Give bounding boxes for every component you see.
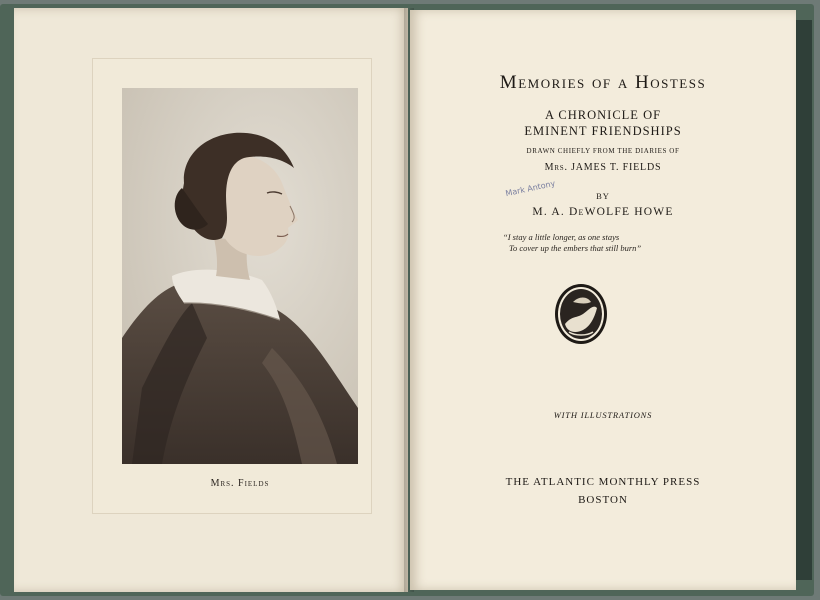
diarist-name: Mrs. JAMES T. FIELDS bbox=[544, 162, 662, 173]
book-title: Memories of a Hostess bbox=[499, 72, 707, 93]
portrait-photo bbox=[122, 88, 358, 464]
pencil-annotation: Mark Antony bbox=[504, 178, 557, 199]
oval-vignette-emblem-icon bbox=[553, 282, 609, 346]
publisher-city: BOSTON bbox=[578, 494, 628, 506]
quote-line-2: To cover up the embers that still burn” bbox=[509, 243, 642, 253]
subtitle-line-2: EMINENT FRIENDSHIPS bbox=[524, 124, 682, 138]
publisher-name: THE ATLANTIC MONTHLY PRESS bbox=[505, 476, 701, 488]
by-line: BY bbox=[596, 191, 610, 201]
author-name: M. A. DeWOLFE HOWE bbox=[532, 206, 674, 218]
epigraph-quote bbox=[503, 232, 641, 254]
frontispiece-page bbox=[14, 8, 408, 592]
drawn-from-line: DRAWN CHIEFLY FROM THE DIARIES OF bbox=[526, 147, 680, 155]
portrait-caption: Mrs. Fields bbox=[210, 478, 270, 489]
illustrations-note: WITH ILLUSTRATIONS bbox=[553, 410, 653, 420]
quote-line-1: “I stay a little longer, as one stays bbox=[503, 232, 620, 242]
subtitle-line-1: A CHRONICLE OF bbox=[544, 108, 662, 122]
